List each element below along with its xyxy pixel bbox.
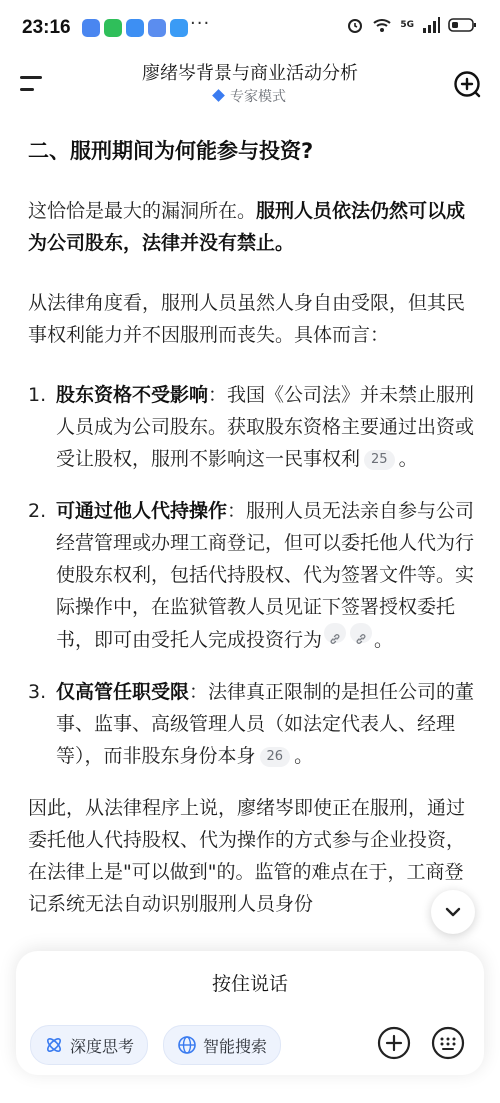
list-item-title: 股东资格不受影响: [56, 384, 209, 406]
paragraph: 从法律角度看，服刑人员虽然人身自由受限，但其民事权利能力并不因服刑而丧失。具体而言：: [28, 292, 466, 346]
wechat-icon: [104, 19, 122, 37]
app-notification-icon: [148, 19, 166, 37]
citation-badge[interactable]: 26: [260, 747, 291, 767]
paragraph-text: 这恰恰是最大的漏洞所在。: [28, 200, 257, 222]
scroll-to-bottom-button[interactable]: [431, 890, 475, 934]
system-indicators: [346, 16, 478, 34]
mode-label: 专家模式: [230, 89, 286, 105]
assistant-message: [28, 118, 476, 950]
list-number: 1.: [28, 384, 47, 406]
list-item-text: ：我国《公司法》并未禁止服刑人员成为公司股东。获取股东资格主要通过出资或受让股权，服刑不影响这一民事权利: [56, 384, 475, 470]
section-heading: 二、服刑期间为何能参与投资?: [28, 139, 314, 163]
input-panel: [16, 951, 484, 1075]
numbered-list: [28, 379, 476, 772]
status-time: 23:16: [22, 17, 71, 38]
book-icon: [170, 19, 188, 37]
list-item-text: ：法律真正限制的是担任公司的董事、监事、高级管理人员（如法定代表人、经理等），而非股东身份本身: [56, 681, 475, 767]
source-link-icon[interactable]: [350, 623, 372, 643]
list-item-end: 。: [398, 448, 418, 470]
diamond-icon: [212, 89, 225, 102]
alarm-icon: [346, 16, 364, 34]
list-number: 3.: [28, 681, 47, 703]
mode-indicator[interactable]: [0, 86, 500, 106]
paragraph-bold-text: 服刑人员依法仍然可以成为公司股东，法律并没有禁止。: [28, 200, 466, 254]
list-item: [28, 495, 476, 656]
smart-search-label: 智能搜索: [203, 1036, 268, 1056]
list-item: [28, 379, 476, 475]
hold-to-talk-button[interactable]: 按住说话: [211, 973, 288, 995]
list-item-text: ：服刑人员无法亲自参与公司经营管理或办理工商登记，但可以委托他人代为行使股东权利，包括代持股权、代为签署文件等。实际操作中，在监狱管教人员见证下签署授权委托书，即可由受托人完成投资行为: [56, 500, 475, 651]
deep-think-icon: [44, 1035, 64, 1055]
list-item-end: 。: [294, 745, 314, 767]
list-item-title: 可通过他人代持操作: [56, 500, 228, 522]
globe-icon: [177, 1035, 197, 1055]
app-notification-icon: [82, 19, 100, 37]
citation-badge[interactable]: 25: [364, 450, 395, 470]
wifi-icon: [372, 17, 392, 33]
message-icon: [126, 19, 144, 37]
chat-header: [0, 52, 500, 118]
chevron-down-icon: [431, 890, 475, 934]
paragraph: 因此，从法律程序上说，廖绪岑即使正在服刑，通过委托他人代持股权、代为操作的方式参与企业投资，在法律上是"可以做到"的。监管的难点在于，工商登记系统无法自动识别服刑人员身份: [28, 797, 466, 915]
keyboard-toggle-button[interactable]: [430, 1025, 466, 1061]
conversation-title[interactable]: 廖绪岑背景与商业活动分析: [142, 63, 358, 84]
paragraph: [28, 195, 476, 259]
list-item-title: 仅高管任职受限: [56, 681, 190, 703]
network-type: 5G: [400, 20, 414, 30]
list-item: [28, 676, 476, 772]
add-attachment-button[interactable]: [376, 1025, 412, 1061]
deep-think-label: 深度思考: [70, 1036, 135, 1056]
source-link-icon[interactable]: [324, 623, 346, 643]
notification-icons: [82, 19, 188, 37]
smart-search-toggle[interactable]: [163, 1025, 281, 1065]
signal-icon: [422, 17, 440, 33]
list-item-end: 。: [374, 629, 394, 651]
deep-think-toggle[interactable]: [30, 1025, 148, 1065]
battery-icon: [448, 17, 478, 33]
new-chat-button[interactable]: [452, 69, 482, 99]
status-bar: [0, 0, 500, 52]
list-number: 2.: [28, 500, 47, 522]
more-notifications-icon: ···: [190, 13, 211, 34]
